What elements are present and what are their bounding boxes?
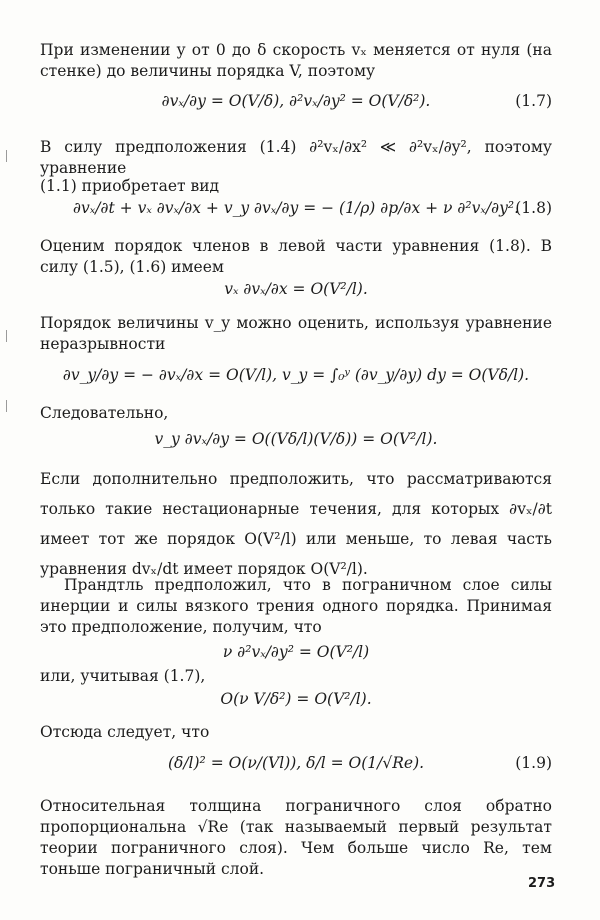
margin-mark [6, 150, 7, 162]
equation [40, 643, 552, 661]
paragraph: Порядок величины v_y можно оценить, используя уравнение неразрывности [40, 314, 552, 353]
equation-1-7 [40, 92, 552, 110]
equation [40, 690, 552, 708]
margin-mark [6, 330, 7, 342]
paragraph: Следовательно, [40, 404, 169, 422]
equation-body: (δ/l)² = O(ν/(Vl)), δ/l = O(1/√Re). [167, 754, 425, 772]
equation-body: ∂vₓ/∂t + vₓ ∂vₓ/∂x + v_y ∂vₓ/∂y = − (1/ρ) ∂p/∂x + ν ∂²vₓ/∂y². [72, 199, 520, 217]
equation [40, 280, 552, 298]
equation-body: ν ∂²vₓ/∂y² = O(V²/l) [222, 643, 370, 661]
page-number: 273 [528, 876, 556, 891]
equation [40, 430, 552, 448]
equation [40, 366, 552, 384]
paragraph: При изменении y от 0 до δ скорость vₓ меняется от нуля (на стенке) до величины порядка V, поэтому [40, 41, 552, 80]
paragraph: (1.1) приобретает вид [40, 177, 220, 195]
paragraph: Если дополнительно предположить, что рассматриваются только такие нестационарные течения, для которых ∂vₓ/∂t имеет тот же порядок O(V²/l) или меньше, то левая часть уравнения dvₓ/dt имеет порядок O(V²/l). [40, 470, 552, 578]
paragraph: Относительная толщина пограничного слоя обратно пропорциональна √Re (так называемый первый результат теории пограничного слоя). Чем больше число Re, тем тоньше пограничный слой. [40, 797, 552, 878]
paragraph: Отсюда следует, что [40, 723, 210, 741]
paragraph: или, учитывая (1.7), [40, 667, 206, 685]
equation-number: (1.8) [515, 199, 552, 217]
paragraph: В силу предположения (1.4) ∂²vₓ/∂x² ≪ ∂²vₓ/∂y², поэтому уравнение [40, 138, 552, 177]
equation-1-9 [40, 754, 552, 772]
paragraph: Оценим порядок членов в левой части уравнения (1.8). В силу (1.5), (1.6) имеем [40, 237, 552, 276]
paragraph: Прандтль предположил, что в пограничном слое силы инерции и силы вязкого трения одного порядка. Принимая это предположение, получим, что [40, 576, 552, 636]
equation-number: (1.9) [515, 754, 552, 772]
equation-body: v_y ∂vₓ/∂y = O((Vδ/l)(V/δ)) = O(V²/l). [154, 430, 438, 448]
equation-body: ∂vₓ/∂y = O(V/δ), ∂²vₓ/∂y² = O(V/δ²). [161, 92, 431, 110]
equation-1-8 [40, 199, 552, 217]
equation-body: O(ν V/δ²) = O(V²/l). [220, 690, 372, 708]
equation-body: vₓ ∂vₓ/∂x = O(V²/l). [224, 280, 368, 298]
margin-mark [6, 400, 7, 412]
equation-body: ∂v_y/∂y = − ∂vₓ/∂x = O(V/l), v_y = ∫₀ʸ (∂v_y/∂y) dy = O(Vδ/l). [62, 366, 530, 384]
equation-number: (1.7) [515, 92, 552, 110]
